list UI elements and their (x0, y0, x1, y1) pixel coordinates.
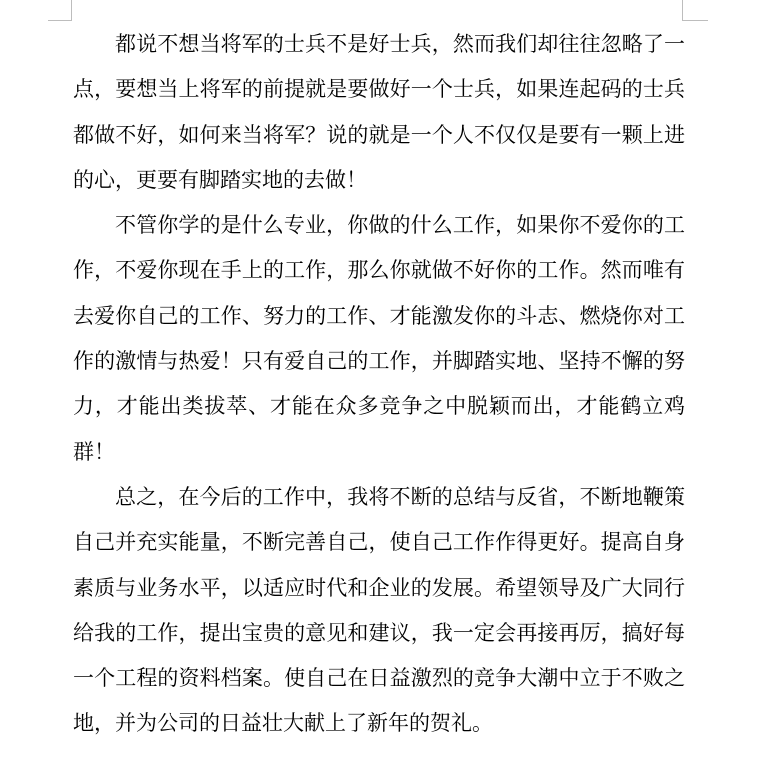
corner-mark-top-left (71, 0, 72, 21)
corner-mark-top-right (682, 20, 708, 21)
document-body[interactable] (73, 22, 685, 747)
paragraph-2: 不管你学的是什么专业，你做的什么工作，如果你不爱你的工作，不爱你现在手上的工作，那么你就做不好你的工作。然而唯有去爱你自己的工作、努力的工作、才能激发你的斗志、燃烧你对工作的激情与热爱！只有爱自己的工作，并脚踏实地、坚持不懈的努力，才能出类拔萃、才能在众多竞争之中脱颖而出，才能鹤立鸡群！ (73, 213, 685, 464)
paragraph-3: 总之，在今后的工作中，我将不断的总结与反省，不断地鞭策自己并充实能量，不断完善自己，使自己工作作得更好。提高自身素质与业务水平，以适应时代和企业的发展。希望领导及广大同行给我的工作，提出宝贵的意见和建议，我一定会再接再厉，搞好每一个工程的资料档案。使自己在日益激烈的竞争大潮中立于不败之地，并为公司的日益壮大献上了新年的贺礼。 (73, 484, 685, 736)
paragraph-1: 都说不想当将军的士兵不是好士兵，然而我们却往往忽略了一点，要想当上将军的前提就是要做好一个士兵，如果连起码的士兵都做不好，如何来当将军？说的就是一个人不仅仅是要有一颗上进的心，更要有脚踏实地的去做！ (73, 32, 685, 192)
corner-mark-top-right (682, 0, 683, 21)
corner-mark-top-left (48, 20, 72, 21)
